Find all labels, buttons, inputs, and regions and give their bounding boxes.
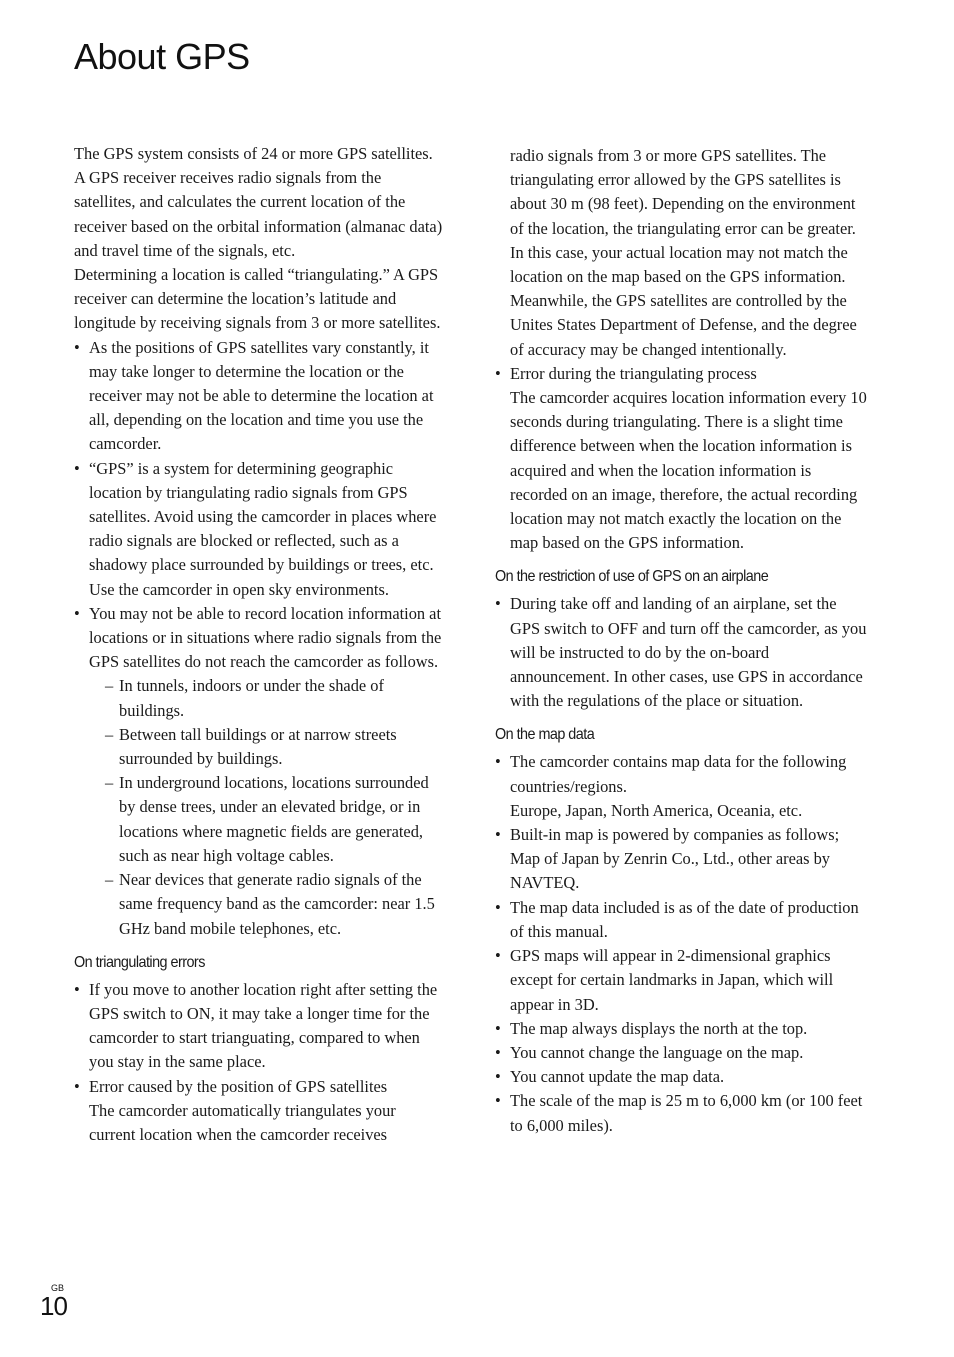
intro-paragraph: The GPS system consists of 24 or more GPS satellites. A GPS receiver receives radio signals from the satellites, and calculates the current location of the receiver based on the orbital information (almanac data) and travel time of the signals, etc. [74,144,443,260]
right-column [495,144,867,1138]
note-item [74,602,446,941]
error-item-body-start: The camcorder automatically triangulates your current location when the camcorder receives [89,1100,396,1144]
condition-item: – In underground locations, locations surrounded by dense trees, under an elevated bridge, or in locations where magnetic fields are generated, such as near high voltage cables. [89,771,446,868]
airplane-list [495,592,867,713]
triangulating-errors-list [74,978,446,1147]
condition-item: – Near devices that generate radio signals of the same frequency band as the camcorder: near 1.5 GHz band mobile telephones, etc. [89,868,446,941]
section-heading-map-data: On the map data [495,726,595,744]
error-item-body: The camcorder acquires location information every 10 seconds during triangulating. There is a slight time difference between when the location information is acquired and when the location information is recorded on an image, therefore, the actual recording location may not match exactly the location on the map based on the GPS information. [510,388,867,553]
map-data-item-text: The camcorder contains map data for the following countries/regions. [510,752,847,796]
page-title: About GPS [74,36,250,77]
left-column [74,142,446,1147]
map-data-item [495,750,867,823]
conditions-list [89,674,446,940]
error-item-body-continued: radio signals from 3 or more GPS satellites. The triangulating error allowed by the GPS satellites is about 30 m (98 feet). Depending on the environment of the location, the triangulating error can be greater. In this case, your actual location may not match the location on the map based on the GPS information. Meanwhile, the GPS satellites are controlled by the Unites States Department of Defense, and the degree of accuracy may be changed intentionally. [510,146,857,359]
condition-item: – Between tall buildings or at narrow streets surrounded by buildings. [89,723,446,771]
note-item: • As the positions of GPS satellites vary constantly, it may take longer to determine the location or the receiver may not be able to determine the location at all, depending on the location and time you use the camcorder. [74,336,446,457]
section-heading-airplane: On the restriction of use of GPS on an airplane [495,568,769,586]
notes-list [74,336,446,941]
map-data-item: • GPS maps will appear in 2-dimensional graphics except for certain landmarks in Japan, which will appear in 3D. [495,944,867,1017]
map-regions: Europe, Japan, North America, Oceania, etc. [510,800,803,820]
map-data-item: • The scale of the map is 25 m to 6,000 km (or 100 feet to 6,000 miles). [495,1089,867,1137]
map-data-item: • The map always displays the north at the top. [495,1017,867,1041]
note-item-text: You may not be able to record location information at locations or in situations where radio signals from the GPS satellites do not reach the camcorder as follows. [89,603,442,672]
error-item-title: Error caused by the position of GPS satellites [89,1076,388,1096]
map-data-item: • The map data included is as of the date of production of this manual. [495,896,867,944]
map-data-item: • Built-in map is powered by companies as follows; Map of Japan by Zenrin Co., Ltd., other areas by NAVTEQ. [495,823,867,896]
triangulating-errors-list-continued [495,362,867,556]
triangulating-error-item: • If you move to another location right after setting the GPS switch to ON, it may take a longer time for the camcorder to start trianguating, compared to when you stay in the same place. [74,978,446,1075]
airplane-item: • During take off and landing of an airplane, set the GPS switch to OFF and turn off the camcorder, as you will be instructed to do by the on-board announcement. In other cases, use GPS in accordance with the regulations of the place or situation. [495,592,867,713]
triangulating-error-item [74,1075,446,1148]
triangulating-error-item [495,362,867,556]
map-data-item: • You cannot update the map data. [495,1065,867,1089]
region-code: GB [51,1283,65,1293]
error-item-title: Error during the triangulating process [510,363,757,383]
intro-paragraph: Determining a location is called “triangulating.” A GPS receiver can determine the location’s latitude and longitude by receiving signals from 3 or more satellites. [74,265,441,333]
map-data-item: • You cannot change the language on the map. [495,1041,867,1065]
page-folio [40,1284,67,1319]
note-item: • “GPS” is a system for determining geographic location by triangulating radio signals from GPS satellites. Avoid using the camcorder in places where radio signals are blocked or reflected, such as a shadowy place surrounded by buildings or trees, etc. Use the camcorder in open sky environments. [74,457,446,602]
page-number: 10 [40,1291,67,1321]
section-heading-triangulating-errors: On triangulating errors [74,953,205,971]
condition-item: – In tunnels, indoors or under the shade of buildings. [89,674,446,722]
map-data-list [495,750,867,1137]
